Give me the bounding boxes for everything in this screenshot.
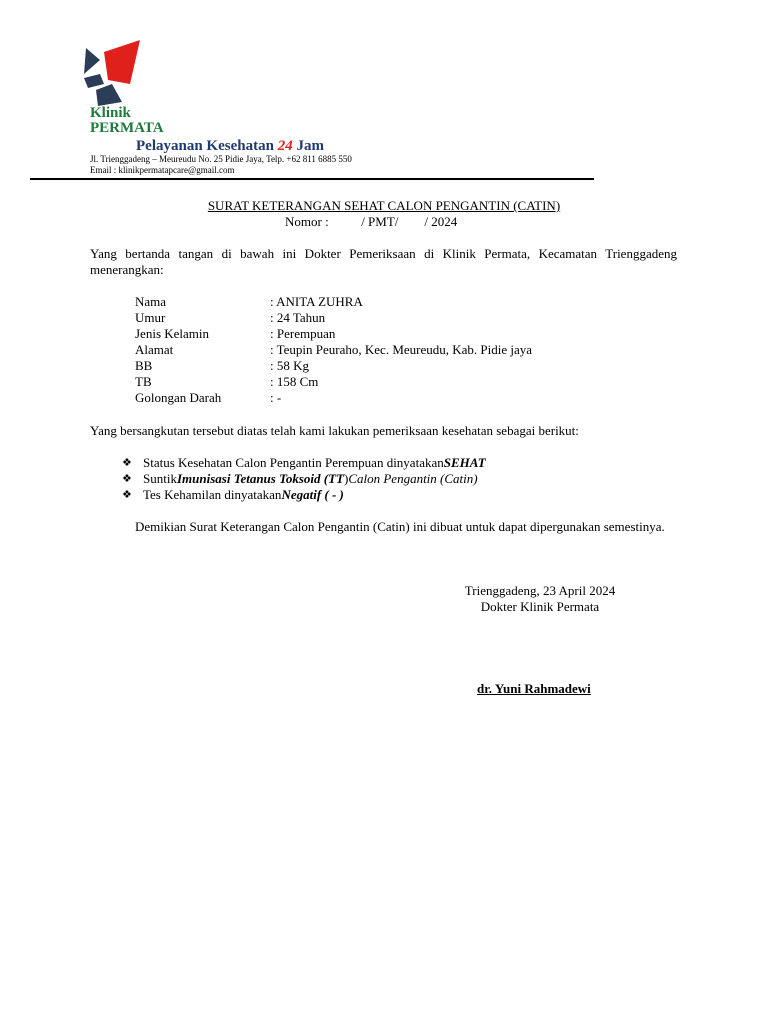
signer-name: dr. Yuni Rahmadewi	[477, 681, 591, 696]
tagline-pre: Pelayanan Kesehatan	[136, 138, 278, 154]
field-value: : 24 Tahun	[270, 310, 326, 325]
bullet-text: Status Kesehatan Calon Pengantin Perempuan dinyatakan	[143, 455, 444, 470]
klinik-permata-logo	[82, 40, 142, 106]
field-label: Alamat	[135, 342, 174, 357]
tagline-post: Jam	[292, 138, 324, 154]
exam-results-list	[122, 455, 486, 503]
field-label: Nama	[135, 294, 167, 309]
field-value: : Teupin Peuraho, Kec. Meureudu, Kab. Pidie jaya	[270, 342, 533, 357]
bullet-close-paren: )	[343, 471, 349, 486]
intro-paragraph: Yang bertanda tangan di bawah ini Dokter Pemeriksaan di Klinik Permata, Kecamatan Trienggadeng menerangkan:	[90, 246, 677, 277]
signature-block	[420, 583, 660, 615]
bullet-italic: Calon Pengantin (Catin)	[348, 471, 478, 486]
field-value: : ANITA ZUHRA	[270, 294, 363, 309]
field-value: : 158 Cm	[270, 374, 319, 389]
place-date: Trienggadeng, 23 April 2024	[464, 583, 616, 598]
bullet-text: Tes Kehamilan dinyatakan	[143, 487, 282, 502]
bullet-text: Suntik	[143, 471, 177, 486]
brand-line2: PERMATA	[90, 120, 164, 136]
field-row	[135, 374, 532, 390]
field-label: Golongan Darah	[135, 390, 222, 405]
field-value: : 58 Kg	[270, 358, 309, 373]
field-label: BB	[135, 358, 153, 373]
field-row	[135, 294, 532, 310]
tagline-number: 24	[277, 138, 293, 154]
field-row	[135, 310, 532, 326]
field-label: Umur	[135, 310, 166, 325]
exam-intro: Yang bersangkutan tersebut diatas telah kami lakukan pemeriksaan kesehatan sebagai berikut:	[90, 423, 579, 438]
letter-title: SURAT KETERANGAN SEHAT CALON PENGANTIN (CATIN)	[207, 198, 561, 213]
closing-paragraph: Demikian Surat Keterangan Calon Pengantin (Catin) ini dibuat untuk dapat dipergunakan semestinya.	[135, 519, 665, 534]
header-divider	[30, 178, 594, 180]
bullet-emphasis: Negatif ( - )	[281, 487, 344, 502]
list-item	[122, 487, 486, 503]
field-value: : -	[270, 390, 282, 405]
clinic-tagline	[136, 138, 324, 155]
signer-title: Dokter Klinik Permata	[480, 599, 600, 614]
clinic-address: Jl. Trienggadeng – Meureudu No. 25 Pidie Jaya, Telp. +62 811 6885 550	[90, 154, 352, 164]
list-item	[122, 471, 486, 487]
diamond-bullet-icon: ❖	[122, 489, 132, 501]
field-row	[135, 358, 532, 374]
field-row	[135, 342, 532, 358]
bullet-emphasis: SEHAT	[443, 455, 486, 470]
clinic-email: Email : klinikpermatapcare@gmail.com	[90, 165, 235, 175]
field-label: Jenis Kelamin	[135, 326, 210, 341]
field-row	[135, 326, 532, 342]
field-row	[135, 390, 532, 406]
brand-line1: Klinik	[90, 105, 131, 121]
list-item	[122, 455, 486, 471]
patient-fields	[135, 294, 532, 406]
bullet-emphasis: Imunisasi Tetanus Toksoid (TT	[176, 471, 344, 486]
clinic-contact	[90, 154, 352, 176]
diamond-bullet-icon: ❖	[122, 457, 132, 469]
letter-number: Nomor : / PMT/ / 2024	[285, 214, 458, 229]
field-label: TB	[135, 374, 152, 389]
brand-name	[90, 106, 164, 136]
diamond-bullet-icon: ❖	[122, 473, 132, 485]
field-value: : Perempuan	[270, 326, 336, 341]
